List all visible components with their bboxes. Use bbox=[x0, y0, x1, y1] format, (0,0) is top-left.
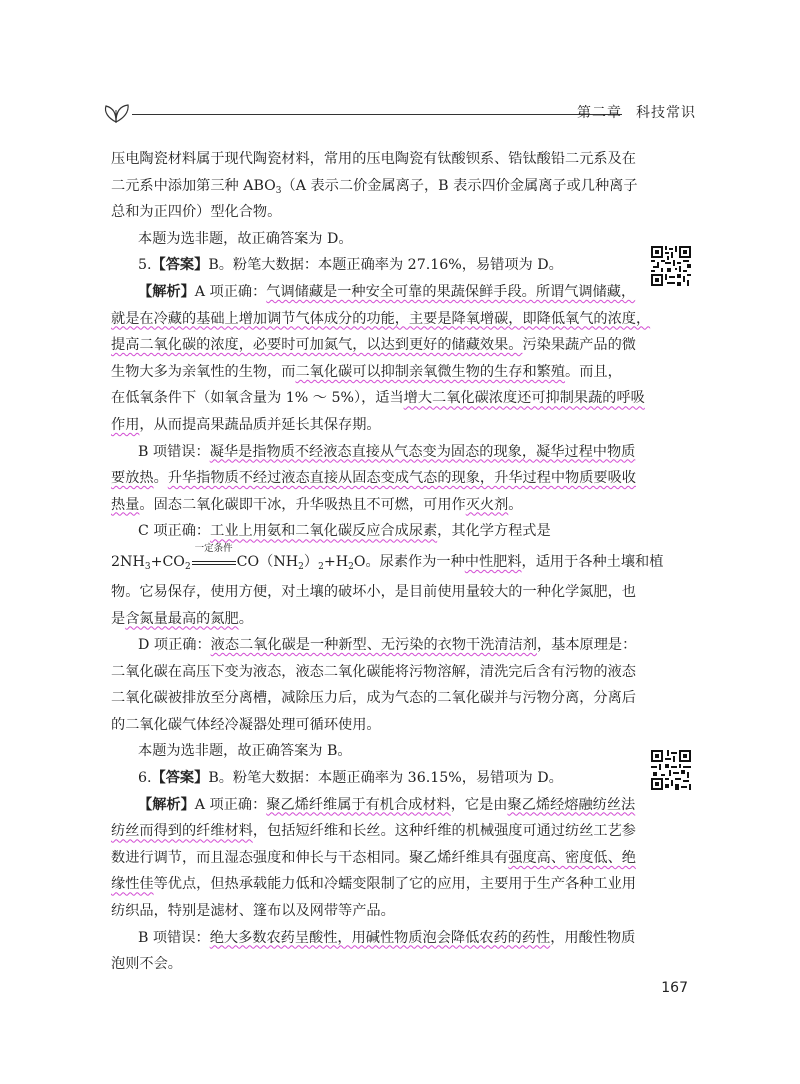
analysis-line: 物。它易保存，使用方便，对土壤的破坏小，是目前使用量较大的一种化学氮肥，也 bbox=[111, 583, 636, 600]
analysis-line: B 项错误：凝华是指物质不经液态直接从气态变为固态的现象，凝华过程中物质 bbox=[138, 443, 636, 460]
chapter-title bbox=[577, 102, 696, 122]
header-rule bbox=[132, 114, 622, 115]
analysis-line: 生物大多为亲氧性的生物，而二氧化碳可以抑制亲氧微生物的生存和繁殖。而且， bbox=[111, 363, 622, 380]
answer-label: 【答案】 bbox=[151, 257, 209, 274]
analysis-line: 热量。固态二氧化碳即干冰，升华吸热且不可燃，可用作灭火剂。 bbox=[111, 496, 523, 513]
analysis-line: 缘性佳等优点，但热承载能力低和冷蠕变限制了它的应用，主要用于生产各种工业用 bbox=[111, 876, 636, 893]
analysis-line: 纺丝而得到的纤维材料，包括短纤维和长丝。这种纤维的机械强度可通过纺丝工艺参 bbox=[111, 823, 636, 840]
body-line: 二元系中添加第三种 $ABO_3(A$ 表示二价金属离子，B 表示四价金属离子或几种离子 bbox=[111, 177, 638, 196]
analysis-line: 【解析】A 项正确：气调储藏是一种安全可靠的果蔬保鲜手段。所谓气调储藏， bbox=[138, 283, 636, 300]
analysis-line: 的二氧化碳气体经冷凝器处理可循环使用。 bbox=[111, 716, 381, 733]
chemical-equation-line: $2NH_3+CO_2$ 一定条件 $CO(NH_2)_2+H_2O$。尿素作为一种中性肥料，适用于各种土壤和植 bbox=[111, 542, 664, 572]
analysis-line: 作用，从而提高果蔬品质并延长其保存期。 bbox=[111, 416, 381, 433]
page-number: 167 bbox=[661, 980, 688, 996]
running-header bbox=[100, 96, 700, 126]
answer-label: 【答案】 bbox=[151, 770, 209, 787]
chapter-subject: 科技常识 bbox=[636, 105, 696, 121]
analysis-line: 【解析】A 项正确：聚乙烯纤维属于有机合成材料，它是由聚乙烯经熔融纺丝法 bbox=[138, 796, 636, 813]
qr-code-icon[interactable] bbox=[651, 750, 691, 790]
chapter-number: 第二章 bbox=[577, 105, 622, 121]
analysis-line: B 项错误：绝大多数农药呈酸性，用碱性物质泡会降低农药的药性，用酸性物质 bbox=[138, 929, 636, 946]
body-line: 本题为选非题，故正确答案为 D。 bbox=[138, 230, 353, 247]
analysis-line: 二氧化碳在高压下变为液态，液态二氧化碳能将污物溶解，清洗完后含有污物的液态 bbox=[111, 663, 636, 680]
analysis-line: 在低氧条件下（如氧含量为 1% ～ 5%），适当增大二氧化碳浓度还可抑制果蔬的呼吸 bbox=[111, 390, 645, 407]
leaf-icon bbox=[100, 96, 132, 126]
analysis-line: 纺织品，特别是滤材、篷布以及网带等产品。 bbox=[111, 903, 395, 920]
analysis-line: 数进行调节，而且湿态强度和伸长与干态相同。聚乙烯纤维具有强度高、密度低、绝 bbox=[111, 849, 636, 866]
analysis-line: 要放热。升华指物质不经过液态直接从固态变成气态的现象，升华过程中物质要吸收 bbox=[111, 470, 636, 487]
analysis-label: 【解析】 bbox=[138, 796, 195, 813]
qr-code-icon[interactable] bbox=[651, 246, 691, 286]
answer-line-6: 6.【答案】B。粉笔大数据：本题正确率为 36.15%，易错项为 D。 bbox=[138, 770, 563, 787]
conclusion-line: 本题为选非题，故正确答案为 B。 bbox=[138, 743, 352, 760]
answer-line-5: 5.【答案】B。粉笔大数据：本题正确率为 27.16%，易错项为 D。 bbox=[138, 257, 563, 274]
body-line: 压电陶瓷材料属于现代陶瓷材料，常用的压电陶瓷有钛酸钡系、锆钛酸铅二元系及在 bbox=[111, 151, 636, 167]
analysis-line: 二氧化碳被排放至分离槽，减除压力后，成为气态的二氧化碳并与污物分离，分离后 bbox=[111, 690, 636, 707]
body-line: 总和为正四价）型化合物。 bbox=[111, 204, 282, 221]
reaction-condition: 一定条件 bbox=[194, 542, 233, 554]
analysis-line: 提高二氧化碳的浓度，必要时可加氮气，以达到更好的储藏效果。污染果蔬产品的微 bbox=[111, 337, 636, 354]
analysis-label: 【解析】 bbox=[138, 283, 195, 300]
analysis-line: 泡则不会。 bbox=[111, 956, 182, 973]
reaction-arrow bbox=[192, 542, 236, 572]
analysis-line: 就是在冷藏的基础上增加调节气体成分的功能，主要是降氧增碳，即降低氧气的浓度， bbox=[111, 310, 651, 327]
analysis-line: D 项正确：液态二氧化碳是一种新型、无污染的衣物干洗清洁剂，基本原理是： bbox=[138, 637, 637, 654]
page-body bbox=[111, 146, 664, 978]
analysis-line: C 项正确：工业上用氨和二氧化碳反应合成尿素，其化学方程式是 bbox=[138, 523, 551, 540]
analysis-line: 是含氮量最高的氮肥。 bbox=[111, 610, 253, 627]
